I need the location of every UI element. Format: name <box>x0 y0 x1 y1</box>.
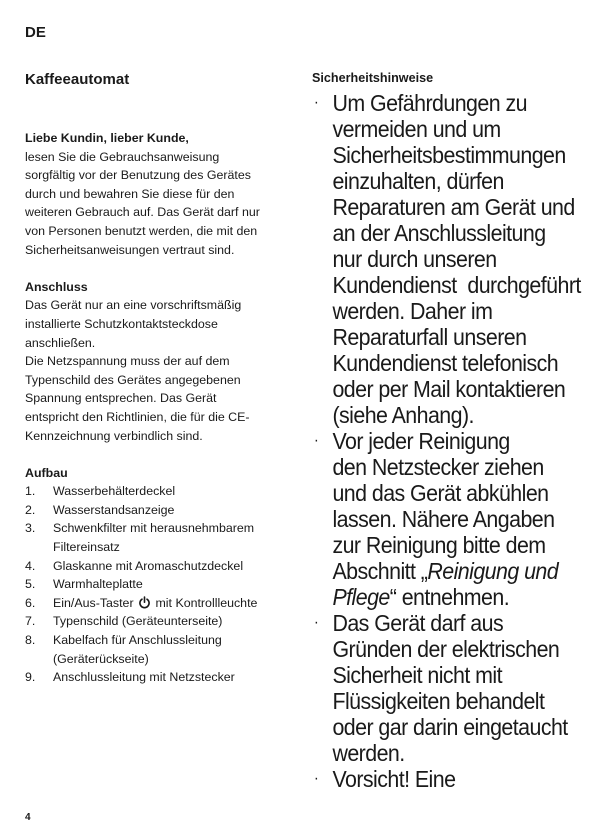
list-item: 2. Wasserstandsanzeige <box>25 502 175 517</box>
list-item: 5. Warmhalteplatte <box>25 577 143 592</box>
safety-item: · Vor jeder Reinigung den Netzstecker ziehen und das Gerät abkühlen lassen. Nähere Angaben zur Reinigung bitte dem Abschnitt „Reinigung und Pflege“ entnehmen. <box>313 428 559 610</box>
list-item: 6. Ein/Aus-Taster mit Kontrollleuchte <box>25 595 258 610</box>
intro-line: durch und bewahren Sie diese für den <box>25 186 235 201</box>
intro-line: sorgfältig vor der Benutzung des Gerätes <box>25 168 251 183</box>
anschluss-heading: Anschluss <box>25 279 88 294</box>
bullet-icon: · <box>313 614 319 631</box>
intro-heading: Liebe Kundin, lieber Kunde, <box>25 131 189 145</box>
anschluss-line: Kennzeichnung verbindlich sind. <box>25 428 203 443</box>
language-label: DE <box>25 24 46 41</box>
anschluss-line: installierte Schutzkontaktsteckdose <box>25 316 218 331</box>
safety-list <box>312 90 591 792</box>
right-column <box>312 71 592 792</box>
anschluss-line: Typenschild des Gerätes angegebenen <box>25 372 241 387</box>
list-item: 3. Schwenkfilter mit herausnehmbarem Filtereinsatz <box>25 521 255 555</box>
parts-list <box>25 482 293 687</box>
intro-line: von Personen benutzt werden, die mit den <box>25 223 258 238</box>
list-item: 9. Anschlussleitung mit Netzstecker <box>25 670 235 685</box>
anschluss-line: Die Netzspannung muss der auf dem <box>25 354 230 369</box>
anschluss-line: Spannung entsprechen. Das Gerät <box>25 391 217 406</box>
safety-item: · Um Gefährdungen zu vermeiden und um Sicherheitsbestimmungen einzuhalten, dürfen Reparaturen am Gerät und an der Anschlussleitung nur durch unseren Kundendienst durchgeführt werden. Daher im Reparaturfall unseren Kundendienst telefonisch oder per Mail kontaktieren (siehe Anhang). <box>313 90 581 428</box>
intro-line: lesen Sie die Gebrauchsanweisung <box>25 149 220 164</box>
aufbau-heading: Aufbau <box>25 465 68 480</box>
list-item: 8. Kabelfach für Anschlussleitung (Geräterückseite) <box>25 633 222 666</box>
power-icon <box>138 596 151 609</box>
left-column <box>25 129 293 687</box>
bullet-icon: · <box>313 770 319 787</box>
page-number: 4 <box>25 812 31 823</box>
list-item: 1. Wasserbehälterdeckel <box>25 484 176 499</box>
anschluss-line: anschließen. <box>25 335 96 350</box>
intro-line: weiteren Gebrauch auf. Das Gerät darf nur <box>25 205 260 220</box>
bullet-icon: · <box>313 94 319 111</box>
safety-heading: Sicherheitshinweise <box>312 71 434 85</box>
bullet-icon: · <box>313 432 319 449</box>
list-item: 4. Glaskanne mit Aromaschutzdeckel <box>25 558 244 573</box>
anschluss-line: Das Gerät nur an eine vorschriftsmäßig <box>25 298 242 313</box>
page-title: Kaffeeautomat <box>25 71 130 88</box>
intro-line: Sicherheitsanweisungen vertraut sind. <box>25 242 235 257</box>
list-item: 7. Typenschild (Geräteunterseite) <box>25 614 223 629</box>
anschluss-line: entspricht den Richtlinien, die für die CE- <box>25 409 250 424</box>
safety-item: · Das Gerät darf aus Gründen der elektrischen Sicherheit nicht mit Flüssigkeiten behandelt oder gar darin eingetaucht werden. <box>313 610 568 766</box>
safety-item: · Vorsicht! Eine <box>313 766 456 792</box>
